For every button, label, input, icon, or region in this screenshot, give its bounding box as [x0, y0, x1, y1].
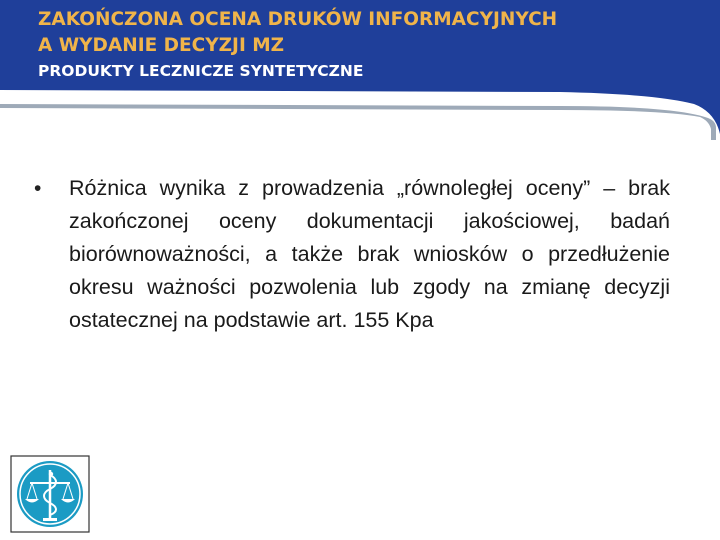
bullet-text: Różnica wynika z prowadzenia „równoległej oceny” – brak zakończonej oceny dokumentacji jakościowej, badań biorównoważności, a także brak wniosków o przedłużenie okresu ważności pozwolenia lub zgody na zmianę decyzji ostatecznej na podstawie art. 155 Kpa — [69, 176, 670, 332]
slide-content — [34, 172, 670, 337]
bullet-marker: • — [34, 177, 42, 200]
bullet-item — [34, 172, 670, 337]
caduceus-scales-logo-icon — [10, 455, 90, 533]
slide-title-line-1: ZAKOŃCZONA OCENA DRUKÓW INFORMACYJNYCH — [38, 9, 558, 30]
slide-title-line-2: A WYDANIE DECYZJI MZ — [38, 35, 285, 56]
slide-subtitle: PRODUKTY LECZNICZE SYNTETYCZNE — [38, 62, 364, 80]
slide-header — [0, 0, 720, 140]
